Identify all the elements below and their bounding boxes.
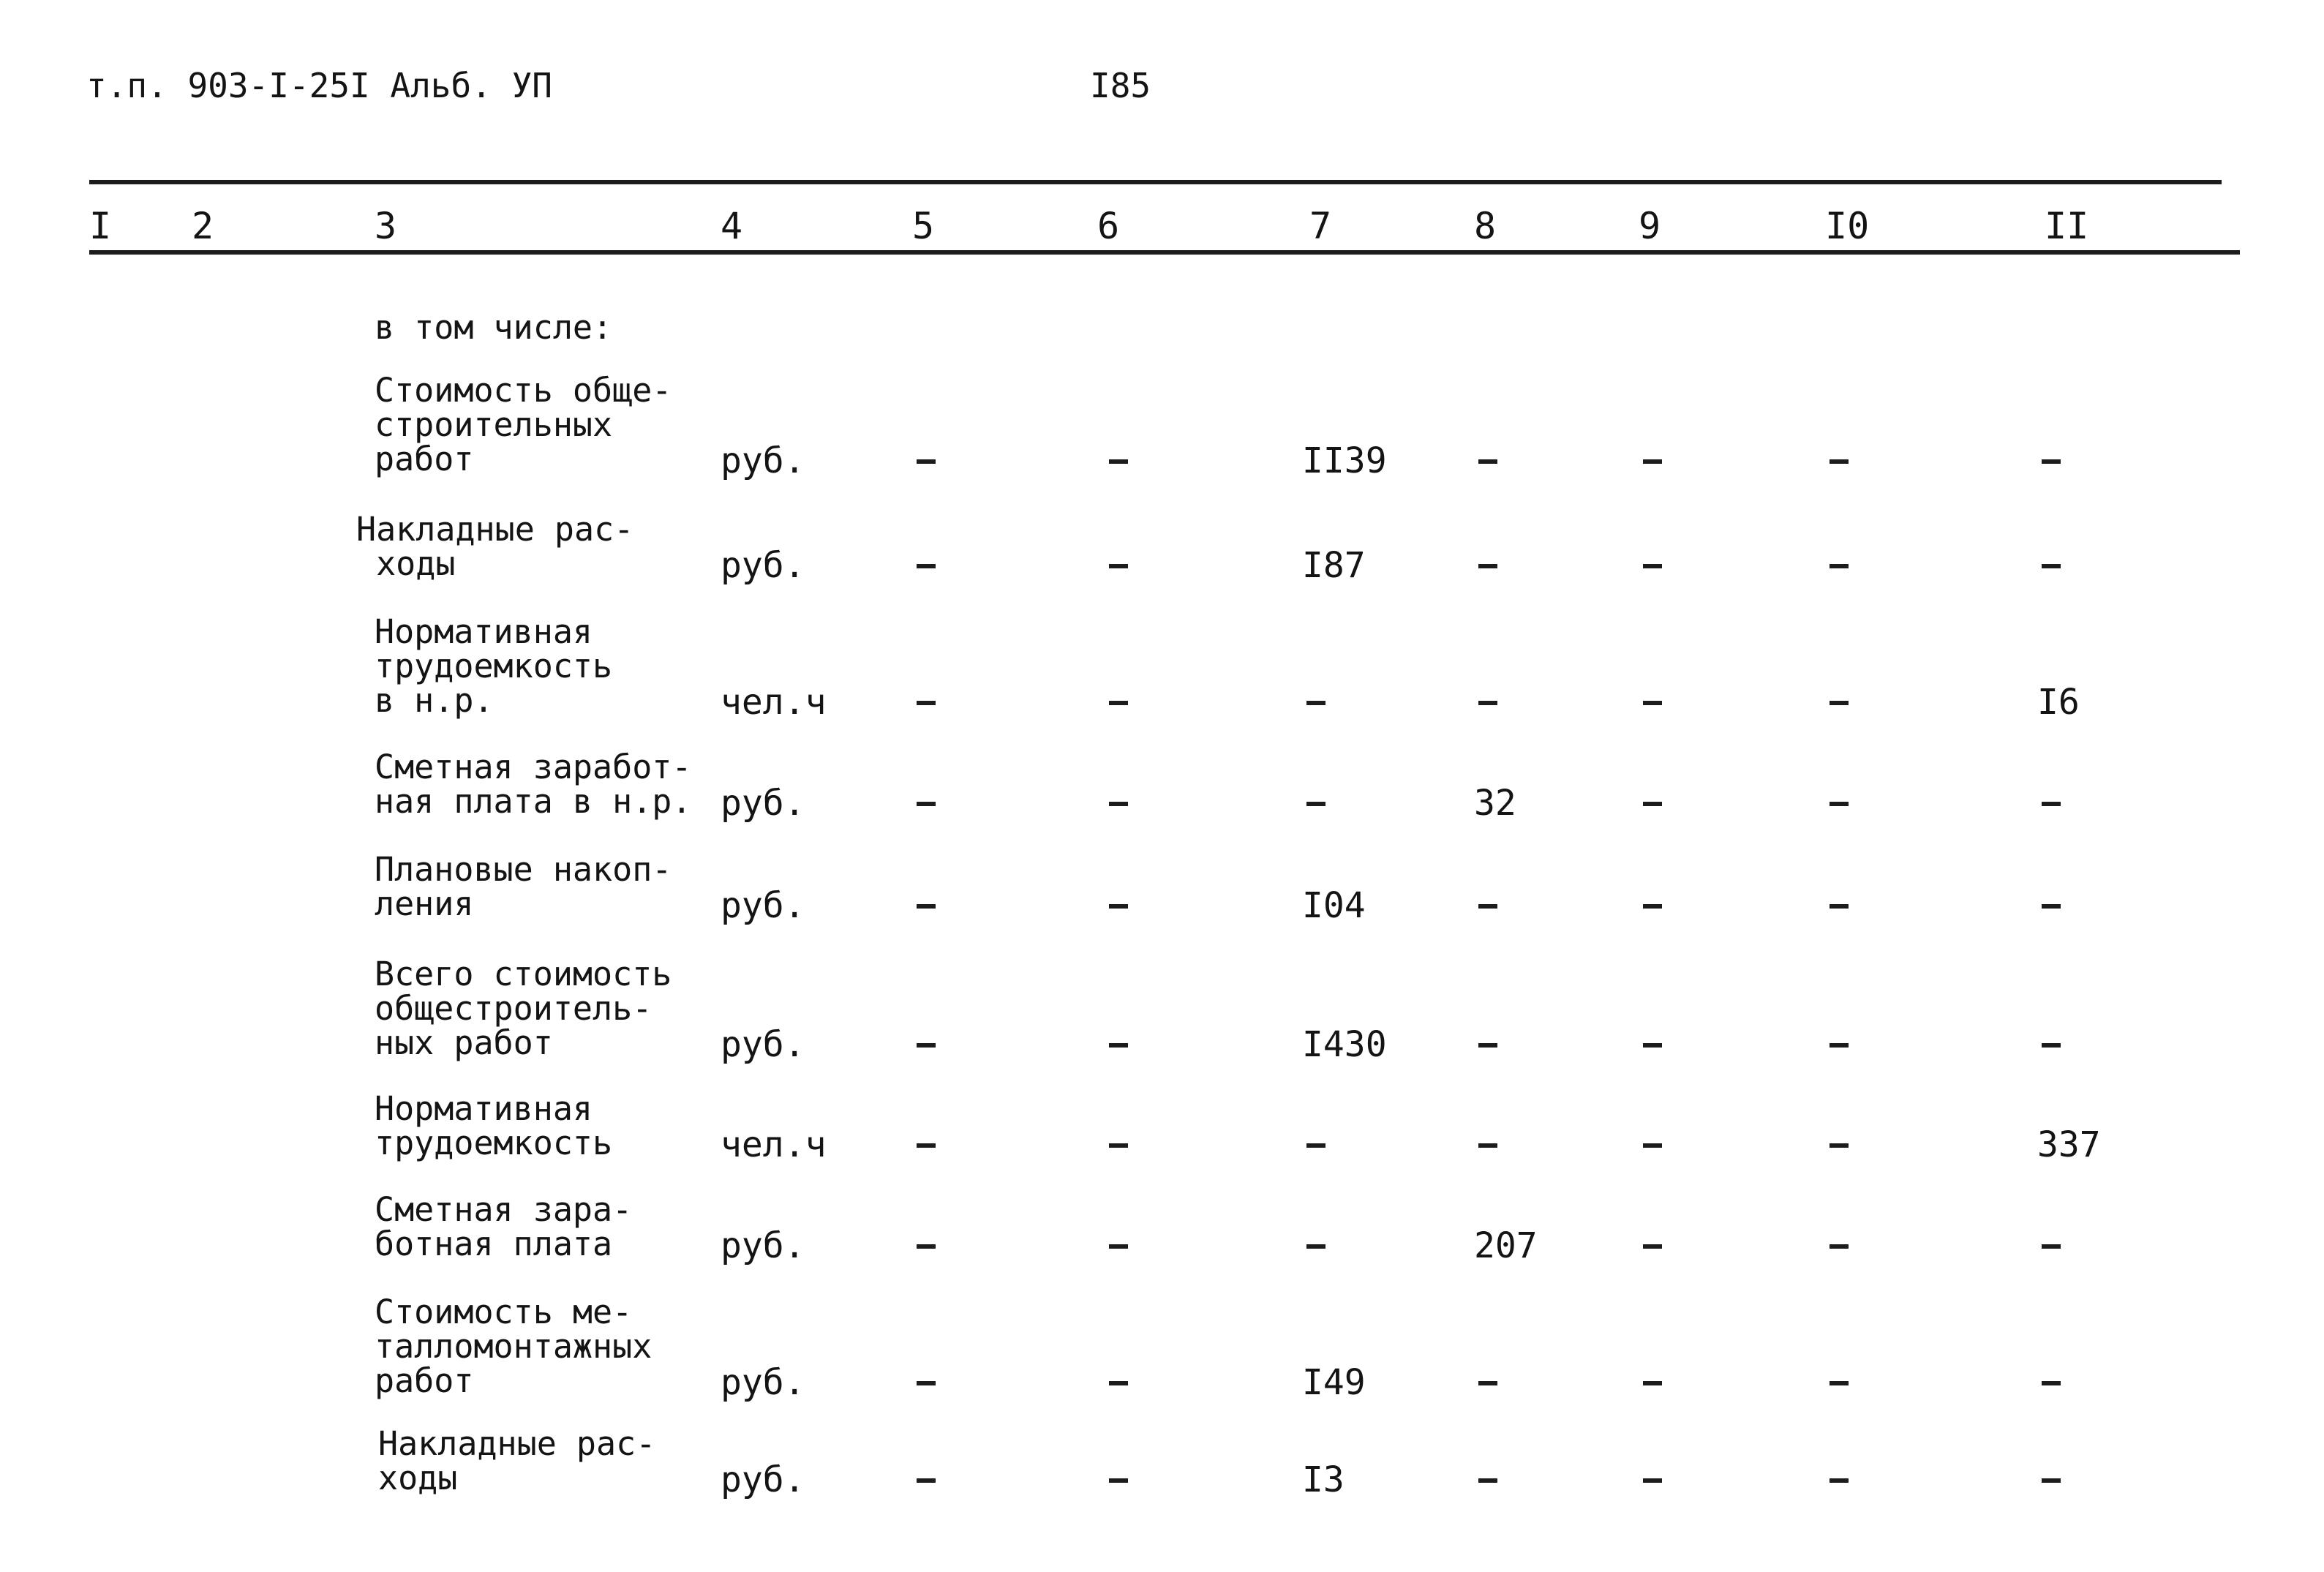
value-cell: I6 xyxy=(2037,682,2080,723)
dash-cell xyxy=(1830,1381,1849,1385)
dash-cell xyxy=(1643,904,1662,909)
column-number-4: 4 xyxy=(721,205,743,247)
row-label: Накладные рас- ходы xyxy=(378,1424,656,1497)
dash-cell xyxy=(1830,459,1849,464)
dash-cell xyxy=(917,1381,936,1385)
value-cell: 207 xyxy=(1474,1225,1538,1266)
dash-cell xyxy=(1478,904,1497,909)
dash-cell xyxy=(1109,1381,1128,1385)
dash-cell xyxy=(2042,904,2061,909)
value-cell: I3 xyxy=(1302,1459,1345,1500)
dash-cell xyxy=(1109,904,1128,909)
dash-cell xyxy=(917,701,936,705)
dash-cell xyxy=(1643,1143,1662,1148)
dash-cell xyxy=(1830,1478,1849,1483)
column-number-6: 6 xyxy=(1097,205,1120,247)
dash-cell xyxy=(1109,802,1128,806)
dash-cell xyxy=(1643,802,1662,806)
row-unit: руб. xyxy=(721,1024,805,1065)
dash-cell xyxy=(1109,701,1128,705)
value-cell: I87 xyxy=(1302,545,1366,586)
dash-cell xyxy=(1830,564,1849,568)
row-unit: руб. xyxy=(721,440,805,481)
dash-cell xyxy=(1830,1043,1849,1048)
dash-cell xyxy=(917,802,936,806)
dash-cell xyxy=(1109,1143,1128,1148)
dash-cell xyxy=(2042,1381,2061,1385)
value-cell: I49 xyxy=(1302,1362,1366,1403)
dash-cell xyxy=(1830,1244,1849,1249)
dash-cell xyxy=(2042,1244,2061,1249)
value-cell: 337 xyxy=(2037,1124,2101,1165)
dash-cell xyxy=(1830,1143,1849,1148)
dash-cell xyxy=(917,1043,936,1048)
dash-cell xyxy=(1478,1043,1497,1048)
dash-cell xyxy=(1643,459,1662,464)
row-label: Всего стоимость общестроитель- ных работ xyxy=(375,955,672,1062)
dash-cell xyxy=(1109,1244,1128,1249)
dash-cell xyxy=(1643,701,1662,705)
document-reference: т.п. 903-I-25I Альб. УП xyxy=(86,66,552,105)
row-label: Сметная заработ- ная плата в н.р. xyxy=(375,748,692,821)
column-number-11: II xyxy=(2045,205,2089,247)
column-number-8: 8 xyxy=(1474,205,1497,247)
row-unit: руб. xyxy=(721,885,805,926)
dash-cell xyxy=(917,1478,936,1483)
row-label: Сметная зара- ботная плата xyxy=(375,1190,633,1263)
column-number-10: I0 xyxy=(1825,205,1870,247)
row-label: Накладные рас- ходы xyxy=(356,510,634,583)
dash-cell xyxy=(917,564,936,568)
dash-cell xyxy=(1643,1381,1662,1385)
value-cell: I04 xyxy=(1302,885,1366,926)
dash-cell xyxy=(2042,564,2061,568)
dash-cell xyxy=(2042,1478,2061,1483)
section-subheading: в том числе: xyxy=(375,308,613,347)
dash-cell xyxy=(1478,459,1497,464)
dash-cell xyxy=(1478,701,1497,705)
dash-cell xyxy=(1643,1478,1662,1483)
row-unit: руб. xyxy=(721,783,805,824)
dash-cell xyxy=(1643,1244,1662,1249)
row-unit: чел.ч xyxy=(721,1124,827,1165)
value-cell: 32 xyxy=(1474,783,1516,824)
dash-cell xyxy=(1306,1143,1325,1148)
dash-cell xyxy=(917,1143,936,1148)
dash-cell xyxy=(1306,701,1325,705)
row-unit: чел.ч xyxy=(721,682,827,723)
dash-cell xyxy=(1643,564,1662,568)
row-label: Нормативная трудоемкость в н.р. xyxy=(375,612,613,720)
column-number-1: I xyxy=(89,205,112,247)
dash-cell xyxy=(1478,1478,1497,1483)
dash-cell xyxy=(917,459,936,464)
row-unit: руб. xyxy=(721,545,805,586)
row-label: Плановые накоп- ления xyxy=(375,850,672,923)
dash-cell xyxy=(1478,1143,1497,1148)
dash-cell xyxy=(1478,1381,1497,1385)
column-number-3: 3 xyxy=(375,205,397,247)
value-cell: II39 xyxy=(1302,440,1387,481)
dash-cell xyxy=(2042,459,2061,464)
dash-cell xyxy=(1306,1244,1325,1249)
column-number-9: 9 xyxy=(1639,205,1661,247)
row-unit: руб. xyxy=(721,1225,805,1266)
dash-cell xyxy=(1306,802,1325,806)
row-label: Нормативная трудоемкость xyxy=(375,1089,613,1162)
page-number: I85 xyxy=(1090,66,1151,105)
dash-cell xyxy=(1830,802,1849,806)
dash-cell xyxy=(1109,1043,1128,1048)
dash-cell xyxy=(1643,1043,1662,1048)
column-number-2: 2 xyxy=(192,205,214,247)
dash-cell xyxy=(1109,564,1128,568)
row-label: Стоимость обще- строительных работ xyxy=(375,371,672,478)
dash-cell xyxy=(917,904,936,909)
dash-cell xyxy=(1830,701,1849,705)
value-cell: I430 xyxy=(1302,1024,1387,1065)
dash-cell xyxy=(1478,564,1497,568)
dash-cell xyxy=(1109,1478,1128,1483)
dash-cell xyxy=(1109,459,1128,464)
row-unit: руб. xyxy=(721,1362,805,1403)
row-label: Стоимость ме- талломонтажных работ xyxy=(375,1293,653,1400)
dash-cell xyxy=(2042,802,2061,806)
dash-cell xyxy=(917,1244,936,1249)
row-unit: руб. xyxy=(721,1459,805,1500)
table-top-rule xyxy=(89,180,2222,184)
dash-cell xyxy=(2042,1043,2061,1048)
column-number-7: 7 xyxy=(1309,205,1332,247)
table-header-rule xyxy=(89,250,2240,255)
dash-cell xyxy=(1830,904,1849,909)
column-number-5: 5 xyxy=(912,205,935,247)
